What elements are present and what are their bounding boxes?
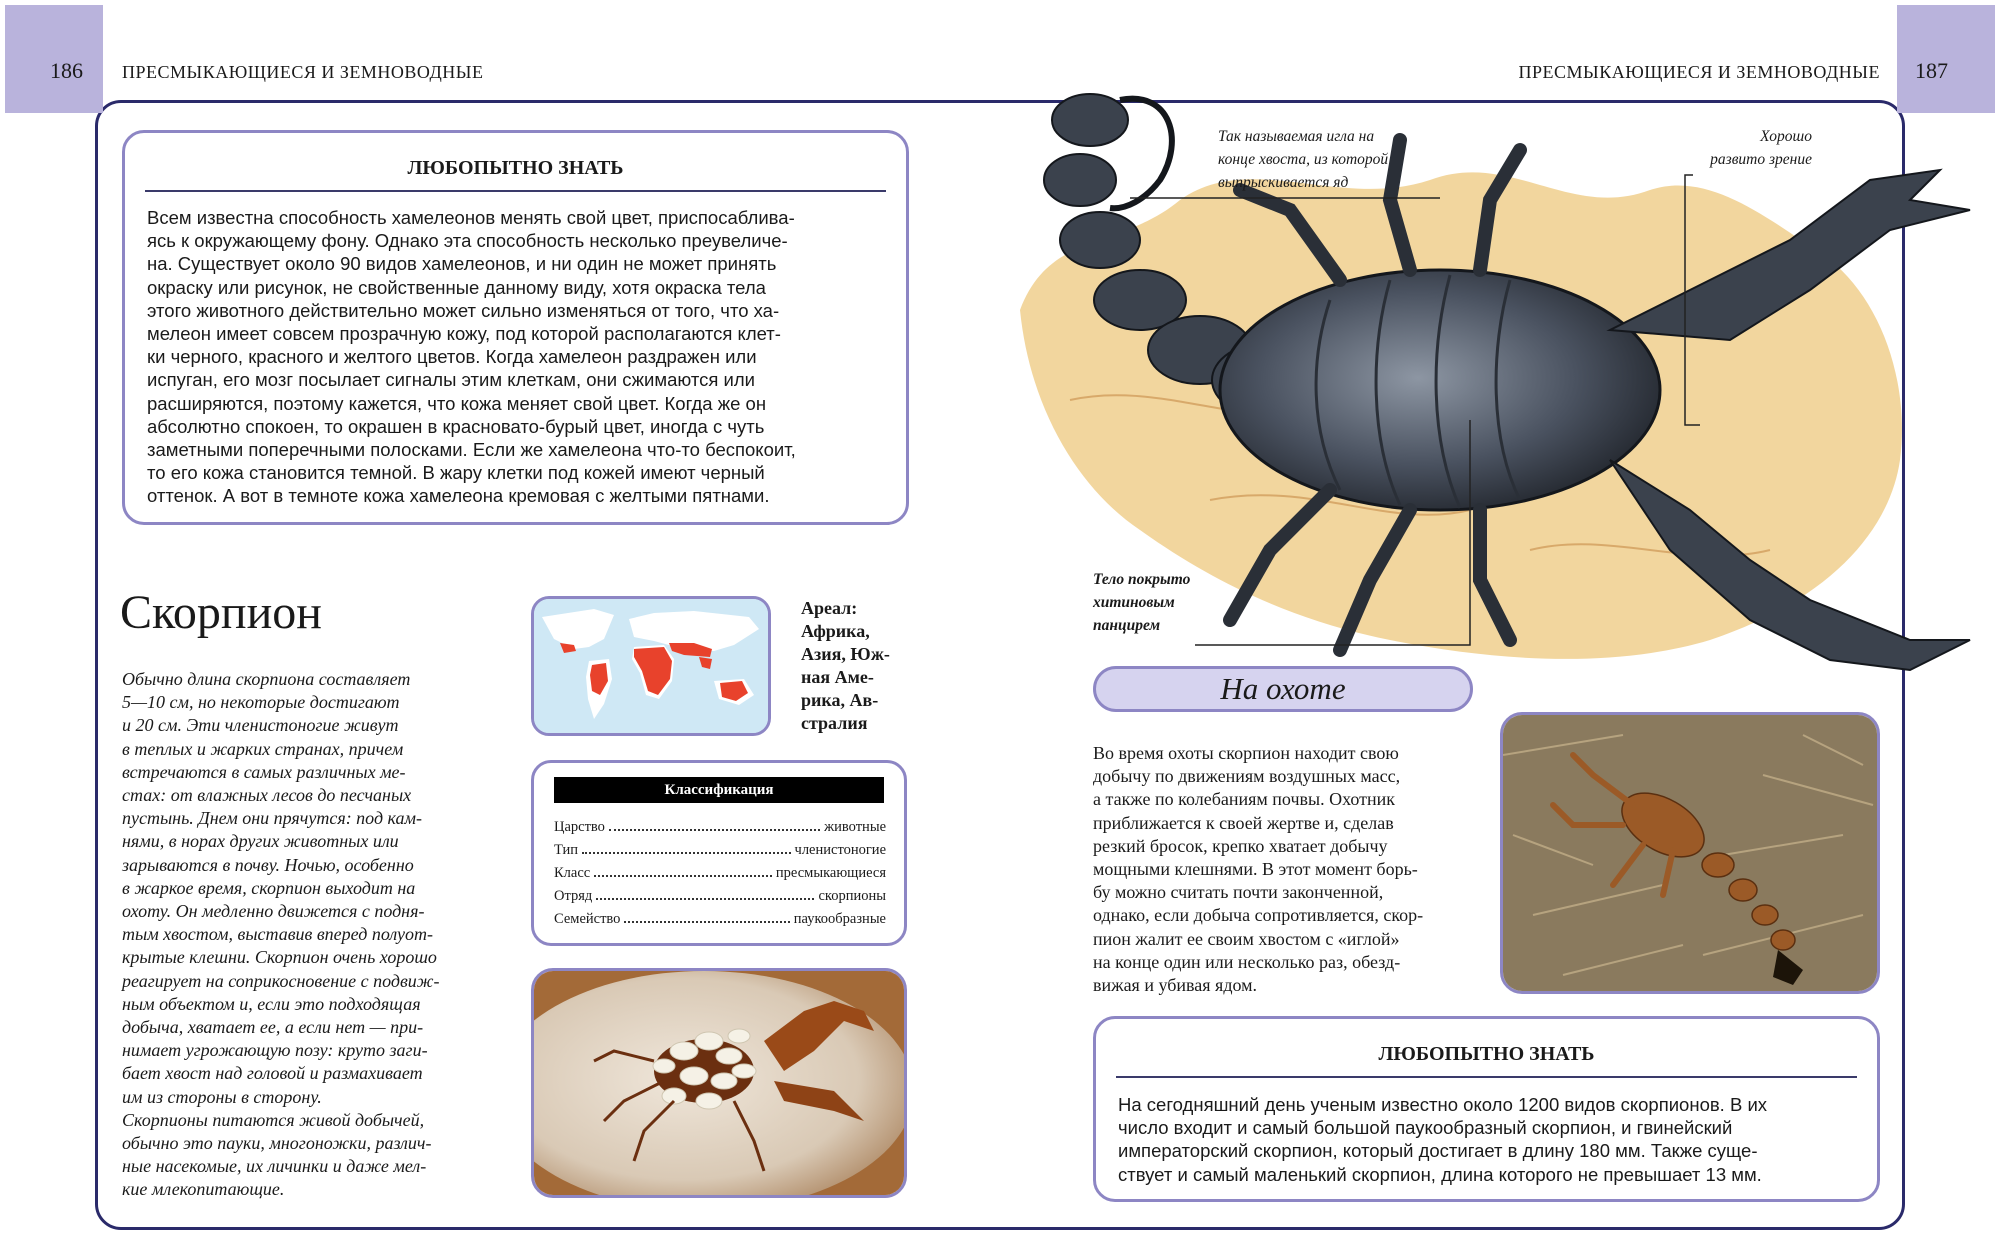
row-label: Тип xyxy=(554,842,579,858)
text-line: ствует и самый маленький скорпион, длина которого не превышает 13 мм. xyxy=(1118,1163,1762,1185)
text-line: пустынь. Днем они прячутся: под кам- xyxy=(122,808,423,829)
hunt-section-text xyxy=(1093,742,1473,997)
text-line: 5—10 см, но некоторые достигают xyxy=(122,692,400,713)
text-line: Ареал: xyxy=(801,598,858,618)
text-line: вижая и убивая ядом. xyxy=(1093,975,1258,996)
text-line: На сегодняшний день ученым известно около 1200 видов скорпионов. В их xyxy=(1118,1094,1768,1115)
text-line: стралия xyxy=(801,713,868,733)
text-line: панцирем xyxy=(1093,617,1161,634)
range-map xyxy=(531,596,771,736)
text-line: на конце один или несколько раз, обезд- xyxy=(1093,951,1401,972)
text-line: встречаются в самых различных ме- xyxy=(122,761,406,782)
row-value: пресмыкающиеся xyxy=(775,865,886,881)
row-label: Царство xyxy=(554,819,605,835)
text-line: и 20 см. Эти членистоногие живут xyxy=(122,715,399,736)
left-running-title: ПРЕСМЫКАЮЩИЕСЯ И ЗЕМНОВОДНЫЕ xyxy=(122,62,484,82)
classification-row xyxy=(554,818,886,836)
classification-row xyxy=(554,887,886,905)
text-line: нями, в норах других животных или xyxy=(122,831,399,852)
row-value: паукообразные xyxy=(793,911,886,927)
photo-scorpion-hunting xyxy=(1500,712,1880,994)
classification-title: Классификация xyxy=(554,777,884,803)
text-line: нимает угрожающую позу: круто заги- xyxy=(122,1040,428,1061)
left-page-number: 186 xyxy=(50,58,83,83)
hunt-section-title: На охоте xyxy=(1093,666,1473,712)
text-line: Тело покрыто xyxy=(1093,571,1191,588)
text-line: мелеон имеет совсем прозрачную кожу, под которой располагаются клет- xyxy=(147,323,781,345)
text-line: развито зрение xyxy=(1710,151,1812,168)
text-line: ная Аме- xyxy=(801,667,874,687)
text-line: оттенок. А вот в темноте кожа хамелеона кремовая с желтыми пятнами. xyxy=(147,485,770,507)
text-line: ным объектом и, если это подходящая xyxy=(122,993,421,1014)
text-line: ные насекомые, их личинки и даже мел- xyxy=(122,1156,427,1177)
scorpion-hunting-image xyxy=(1503,715,1880,994)
text-line: этого животного действительно может сильно изменяться от того, что ха- xyxy=(147,299,780,321)
text-line: выпрыскивается яд xyxy=(1218,174,1349,191)
text-line: мощными клешнями. В этот момент борь- xyxy=(1093,859,1418,880)
photo-scorpion-with-young xyxy=(531,968,907,1198)
text-line: реагирует на соприкосновение с подвиж- xyxy=(122,970,440,991)
callout-body xyxy=(1093,568,1190,637)
range-text xyxy=(801,597,911,735)
fact-box-title: ЛЮБОПЫТНО ЗНАТЬ xyxy=(1116,1043,1857,1078)
text-line: число входит и самый большой паукообразный скорпион, и гвинейский xyxy=(1118,1117,1733,1139)
text-line: конце хвоста, из которой xyxy=(1218,151,1389,168)
text-line: императорский скорпион, который достигает в длину 180 мм. Также суще- xyxy=(1118,1140,1758,1162)
row-value: животные xyxy=(824,819,886,835)
row-value: членистоногие xyxy=(794,842,886,858)
row-label: Класс xyxy=(554,865,591,881)
text-line: испуган, его мозг посылает сигналы этим клеткам, они сжимаются или xyxy=(147,369,755,391)
text-line: ясь к окружающему фону. Однако эта способность несколько преувеличе- xyxy=(147,230,788,252)
row-label: Семейство xyxy=(554,911,621,927)
text-line: расширяются, поэтому кажется, что кожа меняет свой цвет. Когда же он xyxy=(147,392,767,414)
text-line: хитиновым xyxy=(1093,594,1175,611)
scorpion-young-image xyxy=(534,971,907,1198)
text-line: добыча, хватает ее, а если нет — при- xyxy=(122,1017,424,1038)
right-page-number: 187 xyxy=(1915,58,1948,83)
text-line: обычно это пауки, многоножки, различ- xyxy=(122,1133,432,1154)
text-line: то его кожа становится темной. В жару клетки под кожей имеют черный xyxy=(147,462,765,484)
text-line: Во время охоты скорпион находит свою xyxy=(1093,743,1399,763)
text-line: на. Существует около 90 видов хамелеонов, и ни один не может принять xyxy=(147,253,777,275)
text-line: им из стороны в сторону. xyxy=(122,1086,322,1107)
text-line: Африка, xyxy=(801,621,870,641)
text-line: абсолютно спокоен, то окрашен в красновато-бурый цвет, иногда с чуть xyxy=(147,415,765,437)
text-line: ки черного, красного и желтого цветов. Когда хамелеон раздражен или xyxy=(147,346,757,368)
text-line: приближается к своей жертве и, сделав xyxy=(1093,812,1394,833)
text-line: резкий бросок, крепко хватает добычу xyxy=(1093,835,1388,856)
article-intro xyxy=(122,668,502,1202)
text-line: в теплых и жарких странах, причем xyxy=(122,738,404,759)
text-line: Всем известна способность хамелеонов менять свой цвет, приспосаблива- xyxy=(147,207,795,228)
text-line: пион жалит ее своим хвостом с «иглой» xyxy=(1093,928,1400,949)
text-line: в жаркое время, скорпион выходит на xyxy=(122,877,416,898)
fact-box-title: ЛЮБОПЫТНО ЗНАТЬ xyxy=(145,157,886,192)
classification-box xyxy=(531,760,907,946)
text-line: Азия, Юж- xyxy=(801,644,890,664)
text-line: кие млекопитающие. xyxy=(122,1179,285,1200)
classification-row xyxy=(554,864,886,882)
text-line: заметными поперечными полосками. Если же хамелеона что-то беспокоит, xyxy=(147,439,796,461)
text-line: Так называемая игла на xyxy=(1218,128,1375,145)
fact-box-scorpions xyxy=(1093,1016,1880,1202)
fact-box-chameleon xyxy=(122,130,909,525)
text-line: а также по колебаниям почвы. Охотник xyxy=(1093,789,1396,810)
right-running-title: ПРЕСМЫКАЮЩИЕСЯ И ЗЕМНОВОДНЫЕ xyxy=(1518,62,1880,82)
row-value: скорпионы xyxy=(818,888,886,904)
text-line: охоту. Он медленно движется с подня- xyxy=(122,901,425,922)
classification-row xyxy=(554,841,886,859)
fact-box-text xyxy=(147,206,885,508)
text-line: Хорошо xyxy=(1760,128,1812,145)
text-line: Скорпионы питаются живой добычей, xyxy=(122,1109,425,1130)
text-line: крытые клешни. Скорпион очень хорошо xyxy=(122,947,437,968)
article-title: Скорпион xyxy=(120,586,322,639)
classification-row xyxy=(554,910,886,928)
world-map-image xyxy=(534,599,771,736)
text-line: бу можно считать почти законченной, xyxy=(1093,882,1384,903)
text-line: Обычно длина скорпиона составляет xyxy=(122,669,411,689)
text-line: однако, если добыча сопротивляется, скор- xyxy=(1093,905,1424,926)
text-line: стах: от влажных лесов до песчаных xyxy=(122,785,412,806)
text-line: окраску или рисунок, не свойственные данному виду, хотя окраска тела xyxy=(147,276,766,298)
fact-box-text xyxy=(1118,1093,1858,1186)
text-line: зарываются в почву. Ночью, особенно xyxy=(122,854,414,875)
text-line: добычу по движениям воздушных масс, xyxy=(1093,766,1401,787)
callout-eyes xyxy=(1690,125,1812,171)
text-line: тым хвостом, выставив вперед полуот- xyxy=(122,924,433,945)
callout-sting xyxy=(1218,125,1388,194)
text-line: рика, Ав- xyxy=(801,690,879,710)
text-line: бает хвост над головой и размахивает xyxy=(122,1063,423,1084)
row-label: Отряд xyxy=(554,888,593,904)
